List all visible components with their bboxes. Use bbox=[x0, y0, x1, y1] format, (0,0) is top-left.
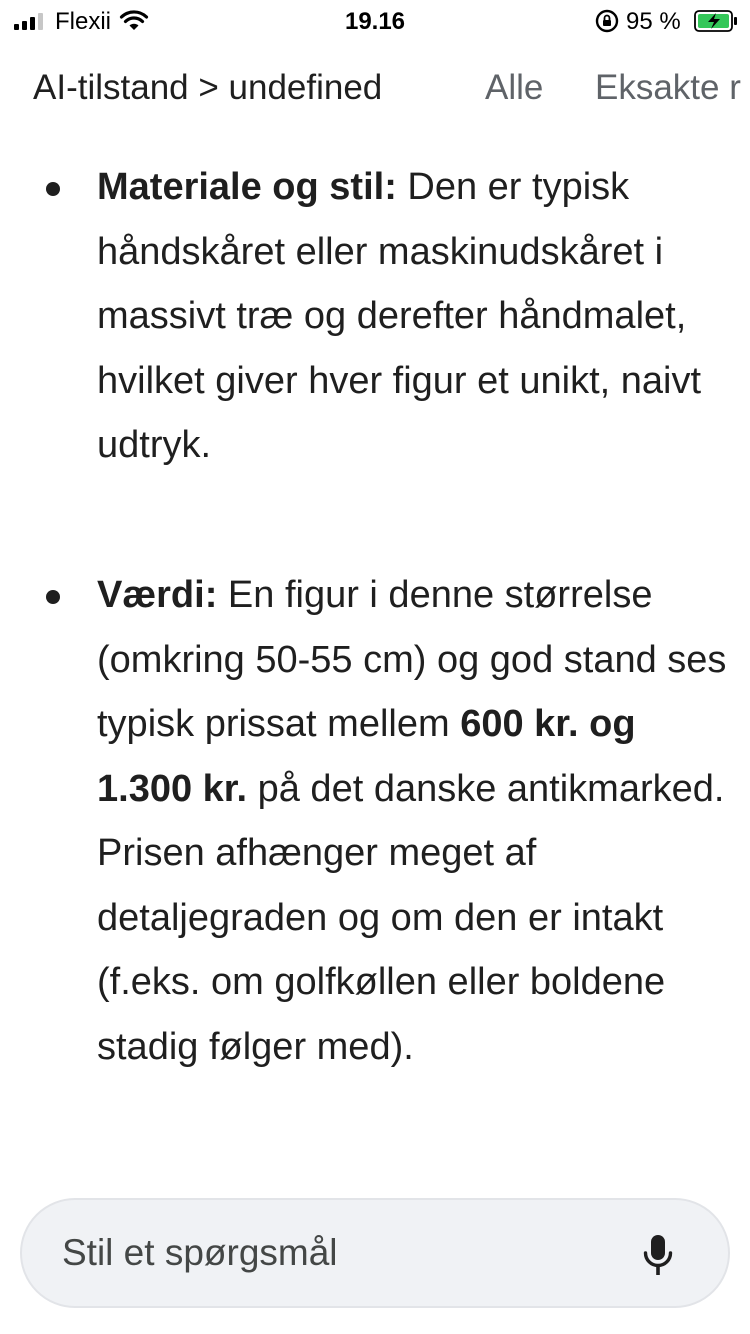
bullet-label: Materiale og stil: bbox=[97, 166, 397, 208]
rotation-lock-icon bbox=[594, 8, 620, 34]
ask-input-placeholder[interactable]: Stil et spørgsmål bbox=[62, 1232, 338, 1273]
list-item-text bbox=[97, 563, 737, 1079]
ask-input-bar[interactable] bbox=[20, 1198, 730, 1308]
tab-all[interactable]: Alle bbox=[485, 68, 544, 107]
clock: 19.16 bbox=[344, 8, 406, 35]
carrier-name: Flexii bbox=[55, 8, 112, 35]
tab-exact[interactable]: Eksakte r bbox=[595, 68, 741, 107]
status-bar bbox=[0, 0, 750, 44]
search-mode-tabs bbox=[0, 62, 750, 118]
battery-percent: 95 % bbox=[626, 8, 681, 35]
battery-charging-icon bbox=[694, 10, 738, 32]
list-item-text bbox=[97, 155, 737, 478]
bullet-dot bbox=[46, 182, 60, 196]
bullet-label: Værdi: bbox=[97, 574, 218, 616]
bullet-body: En figur i denne størrelse (omkring 50-55 cm) og god stand ses typisk prissat mellem bbox=[97, 574, 727, 745]
microphone-icon[interactable] bbox=[642, 1234, 674, 1276]
bullet-body-continued: på det danske antikmarked. Prisen afhænger meget af detaljegraden og om den er intakt (f.eks. om golfkøllen eller boldene stadig følger med). bbox=[97, 767, 725, 1068]
tab-ai-mode[interactable]: AI-tilstand > undefined bbox=[33, 68, 383, 107]
bullet-body: Den er typisk håndskåret eller maskinudskåret i massivt træ og derefter håndmalet, hvilket giver hver figur et unikt, naivt udtryk. bbox=[97, 166, 702, 466]
price-range: 600 kr. og 1.300 kr. bbox=[97, 703, 636, 810]
bullet-dot bbox=[46, 590, 60, 604]
